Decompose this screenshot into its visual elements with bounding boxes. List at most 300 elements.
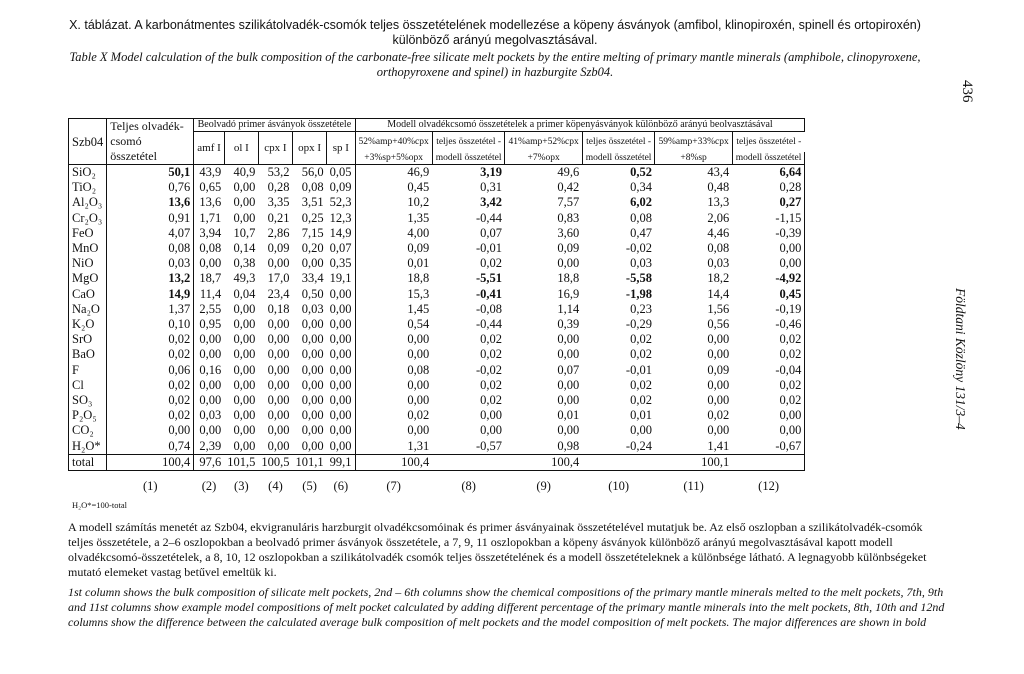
oxide-label: SrO (69, 332, 107, 347)
table-cell: -0,29 (625, 317, 652, 332)
column-number: (1) (142, 479, 158, 494)
table-cell: 0,00 (301, 408, 324, 423)
table-cell: 0,00 (329, 347, 352, 362)
table-cell: 0,48 (707, 180, 730, 195)
table-cell: 0,00 (707, 393, 730, 408)
table-cell: 0,34 (630, 180, 652, 195)
model-header-line2: +3%sp+5%opx (355, 152, 432, 165)
column-number: (12) (758, 479, 779, 494)
table-cell: 0,00 (301, 423, 324, 438)
oxide-label: SiO₂ (69, 165, 107, 181)
table-cell: 100,5 (258, 454, 292, 470)
table-cell: 0,00 (267, 423, 290, 438)
table-cell: -1,15 (732, 211, 805, 226)
table-cell: 0,03 (630, 256, 652, 271)
table-cell: 0,00 (267, 393, 290, 408)
table-cell: 4,07 (107, 226, 194, 241)
table-cell: 0,00 (329, 286, 352, 301)
table-cell: -0,24 (625, 438, 652, 453)
oxide-label: Al₂O₃ (69, 195, 107, 210)
table-cell: 0,00 (355, 393, 432, 408)
table-cell: 0,00 (557, 332, 580, 347)
table-cell: 0,02 (355, 408, 432, 423)
table-cell: 0,00 (233, 423, 256, 438)
table-cell: 0,09 (557, 241, 580, 256)
table-cell: 0,65 (194, 180, 225, 195)
table-cell: 0,00 (329, 438, 352, 453)
table-cell: 0,00 (301, 393, 324, 408)
table-cell: 0,00 (707, 332, 730, 347)
oxide-label: SO₃ (69, 393, 107, 408)
table-cell: 97,6 (194, 454, 225, 470)
table-cell: 0,07 (557, 362, 580, 377)
table-cell: 0,20 (301, 241, 324, 256)
table-cell: 0,35 (329, 256, 352, 271)
table-cell: 0,00 (194, 256, 225, 271)
table-cell: 0,00 (301, 377, 324, 392)
table-cell: -0,01 (475, 241, 502, 256)
table-cell: 0,28 (267, 180, 290, 195)
table-cell: -0,01 (625, 362, 652, 377)
table-cell: 3,19 (432, 165, 505, 181)
table-cell: -0,44 (475, 210, 502, 225)
table-cell: 0,00 (301, 362, 324, 377)
column-number: (9) (536, 479, 551, 494)
table-cell: 0,42 (557, 180, 580, 195)
table-cell: 0,16 (194, 363, 225, 378)
table-cell: 0,00 (630, 423, 652, 438)
table-row (69, 423, 805, 438)
table-cell: 3,35 (267, 195, 290, 210)
table-cell: 0,56 (707, 317, 730, 332)
table-cell: 40,9 (224, 165, 258, 181)
table-cell: 0,00 (194, 347, 225, 362)
table-cell: 0,00 (329, 317, 352, 332)
table-cell: 13,6 (107, 195, 194, 210)
table-cell: 1,56 (707, 301, 730, 316)
oxide-label: H₂O* (69, 439, 107, 455)
model-header-line1: teljes összetétel - (732, 132, 805, 153)
table-cell: 0,02 (107, 347, 194, 362)
table-cell: 0,45 (732, 287, 805, 302)
table-cell: 0,00 (480, 423, 502, 438)
table-cell: 0,00 (557, 256, 580, 271)
model-header-line2: +8%sp (655, 152, 732, 165)
table-cell: 0,00 (732, 241, 805, 256)
table-cell: 0,09 (355, 241, 432, 256)
table-cell: 49,3 (233, 271, 256, 286)
table-cell: 0,50 (301, 286, 324, 301)
column-number: (7) (386, 479, 401, 494)
table-cell: 0,00 (329, 301, 352, 316)
table-cell: 0,00 (233, 301, 256, 316)
table-cell: 0,02 (630, 377, 652, 392)
table-cell: 2,39 (194, 439, 225, 455)
table-cell: 10,2 (355, 195, 432, 210)
table-cell: 0,00 (329, 408, 352, 423)
model-header-line1: 59%amp+33%cpx (655, 132, 732, 153)
oxide-label: K₂O (69, 317, 107, 332)
table-cell: 0,01 (355, 256, 432, 271)
table-cell: 0,01 (557, 408, 580, 423)
table-cell: 0,02 (480, 347, 502, 362)
model-header-line2: modell összetétel (732, 152, 805, 165)
table-cell: 0,00 (301, 438, 324, 453)
table-row (69, 256, 805, 271)
table-cell: 0,02 (707, 408, 730, 423)
table-cell: 0,00 (355, 423, 432, 438)
oxide-label: Cr₂O₃ (69, 211, 107, 226)
table-cell: 0,00 (707, 423, 730, 438)
table-cell: 0,00 (355, 347, 432, 362)
table-cell: 0,00 (194, 332, 225, 347)
table-cell: 0,06 (107, 363, 194, 378)
table-cell: 0,00 (267, 377, 290, 392)
group1-header: Beolvadó primer ásványok összetétele (194, 119, 355, 132)
table-cell: 2,86 (267, 225, 290, 240)
table-cell: 0,08 (355, 363, 432, 378)
table-cell: 1,35 (355, 211, 432, 226)
table-cell: 0,02 (732, 393, 805, 408)
oxide-label: TiO₂ (69, 180, 107, 195)
table-cell: -0,67 (732, 439, 805, 455)
table-cell: 0,00 (233, 438, 256, 453)
table-row (69, 165, 805, 181)
group2-header: Modell olvadékcsomó összetételek a primer köpenyásványok különböző arányú beolvasztásával (355, 119, 805, 132)
table-cell: 0,00 (267, 408, 290, 423)
table-cell: 15,3 (355, 287, 432, 302)
table-cell: 52,3 (329, 195, 352, 210)
table-cell: 0,00 (233, 195, 256, 210)
table-cell: 0,45 (355, 180, 432, 195)
table-cell: 0,21 (267, 210, 290, 225)
table-cell: 0,10 (107, 317, 194, 332)
table-cell: 23,4 (267, 286, 290, 301)
table-cell: 14,9 (329, 225, 352, 240)
oxide-label: NiO (69, 256, 107, 271)
table-cell: 0,00 (355, 378, 432, 393)
bulk-header: Teljes olvadék-csomó összetétel (107, 119, 194, 165)
model-header-line1: 52%amp+40%cpx (355, 132, 432, 153)
table-cell: 13,3 (707, 195, 730, 210)
table-cell: 18,8 (355, 271, 432, 286)
table-cell: 17,0 (267, 271, 290, 286)
table-cell: 0,07 (329, 241, 352, 256)
table-cell: 0,00 (233, 180, 256, 195)
table-cell: 0,95 (194, 317, 225, 332)
table-cell: 0,31 (480, 180, 502, 195)
table-cell: 0,00 (329, 393, 352, 408)
table-cell: 0,00 (732, 423, 805, 438)
table-cell: 0,00 (233, 393, 256, 408)
table-cell: -5,51 (475, 271, 502, 286)
table-cell (432, 454, 505, 470)
model-header-line1: 41%amp+52%cpx (505, 132, 582, 153)
table-cell: 6,64 (732, 165, 805, 181)
table-cell: 46,9 (355, 165, 432, 181)
table-cell: 0,03 (301, 301, 324, 316)
table-cell: 0,05 (327, 165, 355, 181)
model-header-line2: modell összetétel (582, 152, 655, 165)
column-number: (4) (268, 479, 283, 494)
column-number: (6) (333, 479, 349, 494)
table-cell: 0,00 (557, 423, 580, 438)
table-cell: 13,2 (107, 271, 194, 286)
mineral-header: ol I (224, 132, 258, 165)
table-cell: 50,1 (107, 165, 194, 181)
table-cell: 1,31 (355, 439, 432, 455)
table-row (69, 317, 805, 332)
table-cell: 2,06 (707, 210, 730, 225)
table-cell: 100,4 (355, 454, 432, 470)
table-cell: 19,1 (329, 271, 352, 286)
oxide-label: total (69, 454, 107, 470)
table-cell: 33,4 (301, 271, 324, 286)
model-header-line2: +7%opx (505, 152, 582, 165)
table-cell: -0,57 (475, 438, 502, 453)
table-cell: 49,6 (505, 165, 582, 181)
table-cell: 0,00 (233, 210, 256, 225)
column-number: (10) (608, 479, 630, 494)
table-cell: 0,00 (267, 362, 290, 377)
table-cell: 101,5 (224, 454, 258, 470)
table-cell: 3,51 (301, 195, 324, 210)
table-cell: 12,3 (329, 210, 352, 225)
table-cell: 100,1 (655, 454, 732, 470)
table-row (69, 180, 805, 195)
table-cell: 0,00 (557, 347, 580, 362)
table-row (69, 408, 805, 423)
footnote: H₂O*=100-total (72, 500, 127, 510)
table-cell: 0,00 (480, 408, 502, 423)
table-cell: 100,4 (107, 454, 194, 470)
table-cell: 0,74 (107, 439, 194, 455)
table-cell: -0,44 (475, 317, 502, 332)
table-cell: 0,02 (480, 377, 502, 392)
table-cell: 0,00 (301, 256, 324, 271)
table-cell: 0,18 (267, 301, 290, 316)
table-cell: 0,02 (630, 332, 652, 347)
model-header-line2: modell összetétel (432, 152, 505, 165)
table-cell: 0,00 (557, 377, 580, 392)
table-row (69, 211, 805, 226)
note-hungarian: A modell számítás menetét az Szb04, ekvigranuláris harzburgit olvadékcsomóinak és primer ásványainak összetételével mutatjuk be. Az első oszlopban a szilikátolvadék-csomók teljes összetétele, a 2–6 oszlopokban a beolvadó primer ásványok összetétele, a 7, 9, 11 oszlopokban a köpeny ásványok különböző arányú megolvasztásával kapott modell olvadékcsomó-összetételek, a 8, 10, 12 oszlopokban a szilikátolvadék csomók teljes összetételének és a modell összetételeknek a különbsége látható. A legnagyobb különbségeket mutató elemeket vastag betűvel emeltük ki. (68, 520, 927, 579)
column-number: (8) (461, 479, 476, 494)
column-number: (5) (302, 479, 317, 494)
table-cell: 0,08 (630, 210, 652, 225)
table-cell: -0,41 (475, 286, 502, 301)
table-cell: 0,00 (267, 256, 290, 271)
oxide-label: MgO (69, 271, 107, 286)
table-cell: 0,52 (582, 165, 655, 181)
table-cell: -0,39 (732, 226, 805, 241)
table-cell: 0,02 (732, 332, 805, 347)
table-cell: 0,00 (267, 317, 290, 332)
table-cell: -0,19 (732, 302, 805, 317)
sample-header: Szb04 (69, 119, 107, 165)
oxide-label: Cl (69, 378, 107, 393)
oxide-label: FeO (69, 226, 107, 241)
table-cell: 0,00 (267, 332, 290, 347)
table-cell: 0,02 (630, 393, 652, 408)
table-cell: 101,1 (293, 454, 327, 470)
table-cell: 0,02 (107, 408, 194, 423)
table-cell: 0,04 (233, 286, 256, 301)
table-cell: 1,14 (557, 301, 580, 316)
table-cell: 18,7 (194, 271, 225, 286)
oxide-label: Na₂O (69, 302, 107, 317)
table-cell: -0,02 (475, 362, 502, 377)
table-cell: 0,00 (233, 317, 256, 332)
table-cell: 0,00 (107, 423, 194, 438)
mineral-header: sp I (327, 132, 355, 165)
page-number: 436 (959, 80, 975, 103)
table-cell: 6,02 (630, 195, 652, 210)
table-cell: -1,98 (625, 286, 652, 301)
table-row (69, 347, 805, 362)
table-cell: 0,00 (707, 377, 730, 392)
table-cell: 14,4 (707, 286, 730, 301)
table-cell: 0,03 (707, 256, 730, 271)
table-cell: 0,28 (732, 180, 805, 195)
table-cell: 7,15 (301, 225, 324, 240)
oxide-label: MnO (69, 241, 107, 256)
table-cell: 0,02 (732, 378, 805, 393)
table-cell: 1,71 (194, 211, 225, 226)
table-cell: 4,00 (355, 226, 432, 241)
journal-name: Földtani Közlöny 131/3–4 (953, 288, 968, 430)
table-cell: 3,94 (194, 226, 225, 241)
table-cell: 53,2 (258, 165, 292, 181)
table-row (69, 287, 805, 302)
table-cell: 10,7 (233, 225, 256, 240)
table-row (69, 302, 805, 317)
table-cell: 43,4 (655, 165, 732, 181)
table-row (69, 271, 805, 286)
table-cell (582, 454, 655, 470)
table-cell: 0,00 (301, 332, 324, 347)
table-cell: -0,04 (732, 363, 805, 378)
table-cell: 0,02 (107, 393, 194, 408)
table-cell: 18,8 (557, 271, 580, 286)
table-cell: 0,08 (194, 241, 225, 256)
table-cell: 0,00 (233, 408, 256, 423)
table-cell: 0,00 (233, 377, 256, 392)
oxide-label: F (69, 363, 107, 378)
table-cell: 0,00 (194, 423, 225, 438)
table-cell: 0,00 (355, 332, 432, 347)
column-number: (2) (201, 479, 217, 494)
table-cell: 0,27 (732, 195, 805, 210)
table-cell: 0,00 (732, 256, 805, 271)
column-number: (3) (234, 479, 249, 494)
table-cell: 0,08 (107, 241, 194, 256)
column-number: (11) (683, 479, 704, 494)
table-cell: 99,1 (327, 454, 355, 470)
table-cell: 0,00 (329, 362, 352, 377)
caption-english: Table X Model calculation of the bulk composition of the carbonate-free silicate melt pockets by the entire melting of primary mantle minerals (amphibole, clinopyroxene, orthopyroxene and spinel) in hazburgite Szb04. (69, 50, 921, 79)
table-cell: -0,08 (475, 301, 502, 316)
table-row (69, 363, 805, 378)
table-cell: 4,46 (707, 225, 730, 240)
table-cell: 0,00 (194, 378, 225, 393)
table-cell: -5,58 (625, 271, 652, 286)
data-table (68, 118, 805, 494)
table-cell: 1,37 (107, 302, 194, 317)
note-english: 1st column shows the bulk composition of silicate melt pockets, 2nd – 6th columns show the chemical compositions of the primary mantle minerals melted to the melt pockets, 7th, 9th and 11st columns show example model compositions of melt pocket calculated by adding different percentage of the primary mantle minerals into the melt pockets, 8th, 10th and 12nd columns show the difference between the calculated average bulk composition of melt pockets and the model composition of melt pockets. The major differences are shown in bold (68, 585, 945, 629)
mineral-header: opx I (293, 132, 327, 165)
table-cell: 0,14 (233, 241, 256, 256)
table-cell: 0,00 (329, 423, 352, 438)
table-cell: 0,02 (107, 378, 194, 393)
table-cell: 0,02 (480, 256, 502, 271)
table-cell: 1,41 (707, 438, 730, 453)
table-row (69, 226, 805, 241)
table-cell: 0,00 (301, 317, 324, 332)
oxide-label: BaO (69, 347, 107, 362)
table-cell: -0,46 (732, 317, 805, 332)
oxide-label: P₂O₅ (69, 408, 107, 423)
table-cell: 3,60 (557, 225, 580, 240)
table-cell: 0,01 (630, 408, 652, 423)
table-cell: 0,09 (267, 241, 290, 256)
table-cell: 0,02 (480, 332, 502, 347)
oxide-label: CO₂ (69, 423, 107, 438)
model-header-line1: teljes összetétel - (432, 132, 505, 153)
table-cell: 56,0 (293, 165, 327, 181)
table-cell (732, 454, 805, 470)
table-row (69, 454, 805, 470)
table-cell: 0,00 (329, 377, 352, 392)
table-cell: 0,00 (329, 332, 352, 347)
table-cell: 0,23 (630, 301, 652, 316)
table-cell: 0,25 (301, 210, 324, 225)
table-row (69, 195, 805, 210)
table-cell: 0,00 (732, 408, 805, 423)
table-cell: 0,02 (630, 347, 652, 362)
table-cell: 0,02 (480, 393, 502, 408)
table-cell: 0,09 (329, 180, 352, 195)
table-cell: 0,39 (557, 317, 580, 332)
table-cell: 0,03 (194, 408, 225, 423)
table-cell: 3,42 (480, 195, 502, 210)
model-header-line1: teljes összetétel - (582, 132, 655, 153)
table-row (69, 439, 805, 455)
table-cell: 13,6 (194, 195, 225, 210)
table-cell: 0,09 (707, 362, 730, 377)
table-cell: -4,92 (732, 271, 805, 286)
table-cell: 0,00 (707, 347, 730, 362)
table-cell: 0,02 (732, 347, 805, 362)
table-cell: 7,57 (557, 195, 580, 210)
table-cell: 0,00 (301, 347, 324, 362)
table-cell: 0,98 (557, 438, 580, 453)
table-cell: 0,00 (267, 347, 290, 362)
table-cell: -0,02 (625, 241, 652, 256)
table-row (69, 393, 805, 408)
table-cell: 0,00 (267, 438, 290, 453)
table-cell: 0,54 (355, 317, 432, 332)
table-cell: 0,47 (630, 225, 652, 240)
table-cell: 0,91 (107, 211, 194, 226)
table-cell: 1,45 (355, 302, 432, 317)
table-cell: 11,4 (194, 287, 225, 302)
table-cell: 18,2 (707, 271, 730, 286)
mineral-header: cpx I (258, 132, 292, 165)
table-cell: 14,9 (107, 287, 194, 302)
mineral-header: amf I (194, 132, 225, 165)
table-row (69, 332, 805, 347)
